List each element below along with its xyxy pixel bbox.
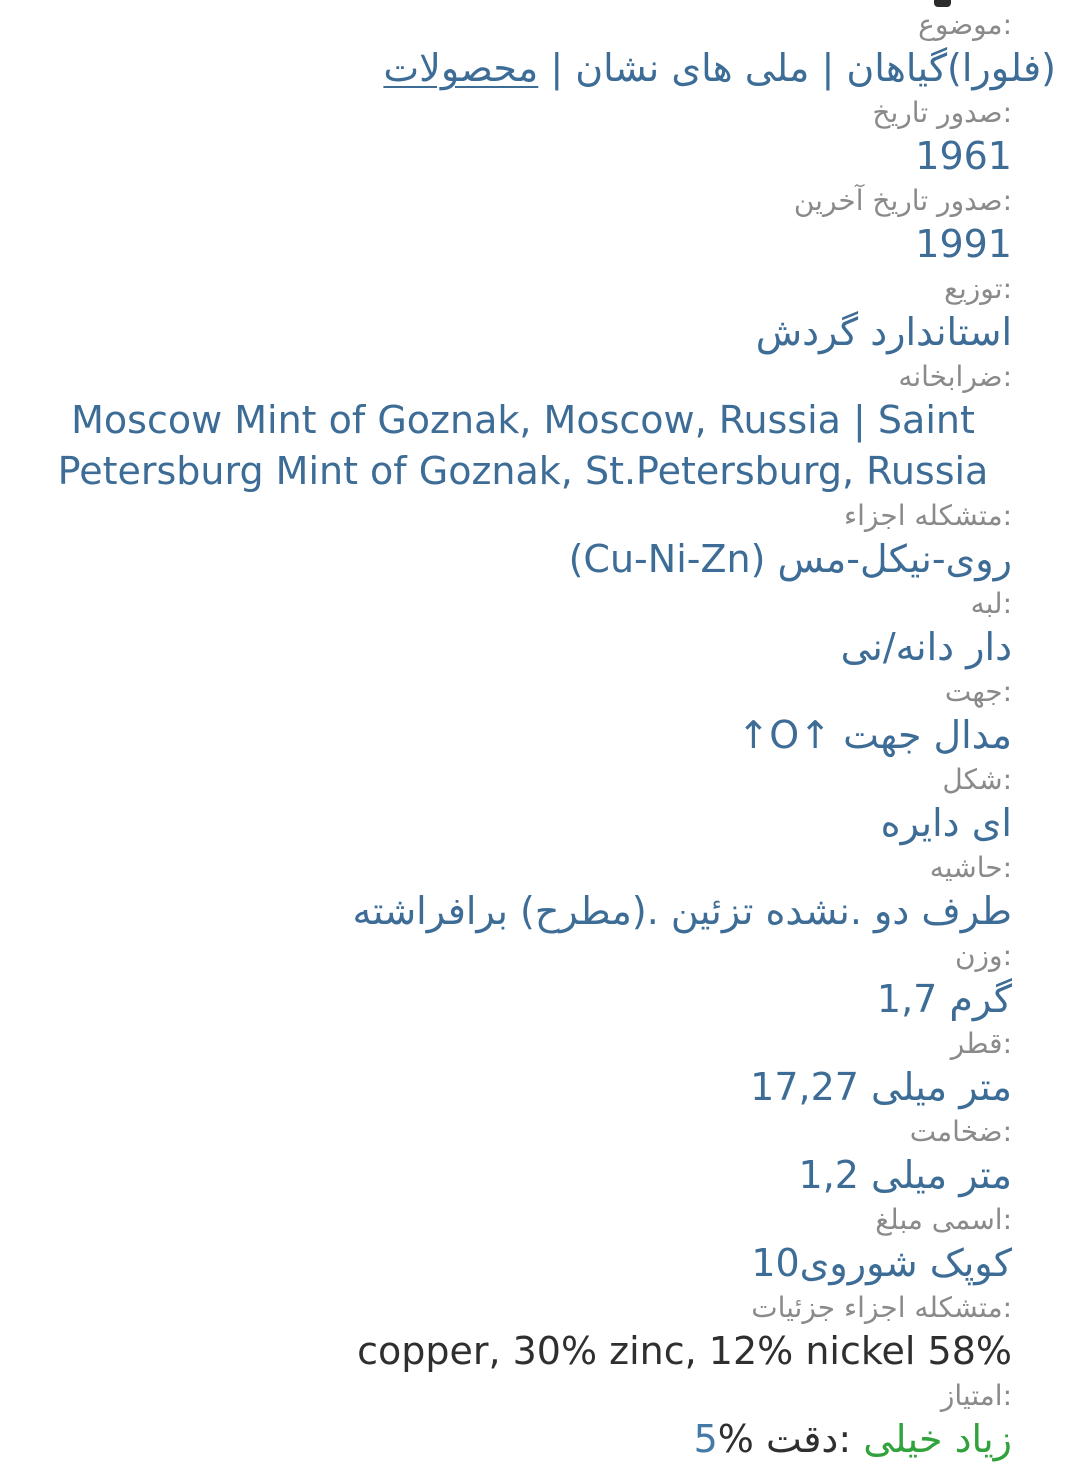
face-value-value: 10شوروی‎ کوپک	[751, 1241, 1012, 1285]
last-issue-date-label: آخرین‎ تاریخ‎ صدور:	[793, 184, 1012, 217]
mint-value: Moscow Mint of Goznak, Moscow, Russia | Saint Petersburg Mint of Goznak, St.Petersburg, Russia	[57, 398, 989, 493]
subject-link[interactable]: محصولات	[383, 46, 539, 90]
weight-label: وزن:	[954, 939, 1012, 972]
subject-rest: ‎ | نشان‎ های‎ ملی‎ | گیاهان‎(فلورا)	[538, 46, 1056, 90]
composition-details-label: جزئیات‎ اجزاء‎ متشکله:	[751, 1291, 1012, 1324]
subject-value	[40, 43, 1056, 94]
border-value: برافراشته‎ (مطرح).‎ تزئین‎ نشده.‎ دو‎ طرف	[352, 889, 1012, 933]
orientation-label: جهت:	[944, 675, 1012, 708]
composition-details-value: copper, 30% zinc, 12% nickel 58%	[357, 1329, 1012, 1373]
accuracy-value: خیلی‎ زیاد	[863, 1417, 1012, 1461]
edge-label: لبه:	[970, 587, 1012, 620]
score-value	[40, 1414, 1012, 1465]
shape-value: دایره‎ ای	[880, 801, 1012, 845]
composition-value: (Cu-Ni-Zn) مس‎-‎نیکل‎-‎روی	[568, 537, 1012, 581]
issue-date-label: تاریخ‎ صدور:	[872, 96, 1012, 129]
weight-value: 1,7‎ گرم	[876, 977, 1012, 1021]
edge-value: نی‎/‎دانه‎ دار	[840, 625, 1012, 669]
mint-label: ضرابخانه:	[898, 360, 1012, 393]
subject-label: موضوع:	[918, 8, 1012, 41]
accuracy-inline-label: % دقت:‎	[717, 1417, 864, 1461]
face-value-label: مبلغ‎ اسمی:	[875, 1203, 1012, 1236]
thickness-label: ضخامت:	[909, 1115, 1012, 1148]
orientation-value: ↑O↑ جهت‎ مدال	[737, 713, 1012, 757]
composition-label: اجزاء‎ متشکله:	[844, 499, 1012, 532]
last-issue-date-value: 1991	[915, 222, 1012, 266]
distribution-label: توزیع:	[944, 272, 1012, 305]
shape-label: شکل:	[942, 763, 1012, 796]
score-label: امتیاز:	[940, 1379, 1012, 1412]
diameter-value: 17,27‎ میلی‎ متر	[750, 1065, 1012, 1109]
score-percent-number: 5	[693, 1417, 718, 1461]
border-label: حاشیه:	[929, 851, 1012, 884]
diameter-label: قطر:	[950, 1027, 1012, 1060]
distribution-value: گردش‎ استاندارد	[755, 310, 1012, 354]
thickness-value: 1,2‎ میلی‎ متر	[798, 1153, 1012, 1197]
issue-date-value: 1961	[915, 134, 1012, 178]
clipped-text-fragment	[934, 0, 951, 7]
